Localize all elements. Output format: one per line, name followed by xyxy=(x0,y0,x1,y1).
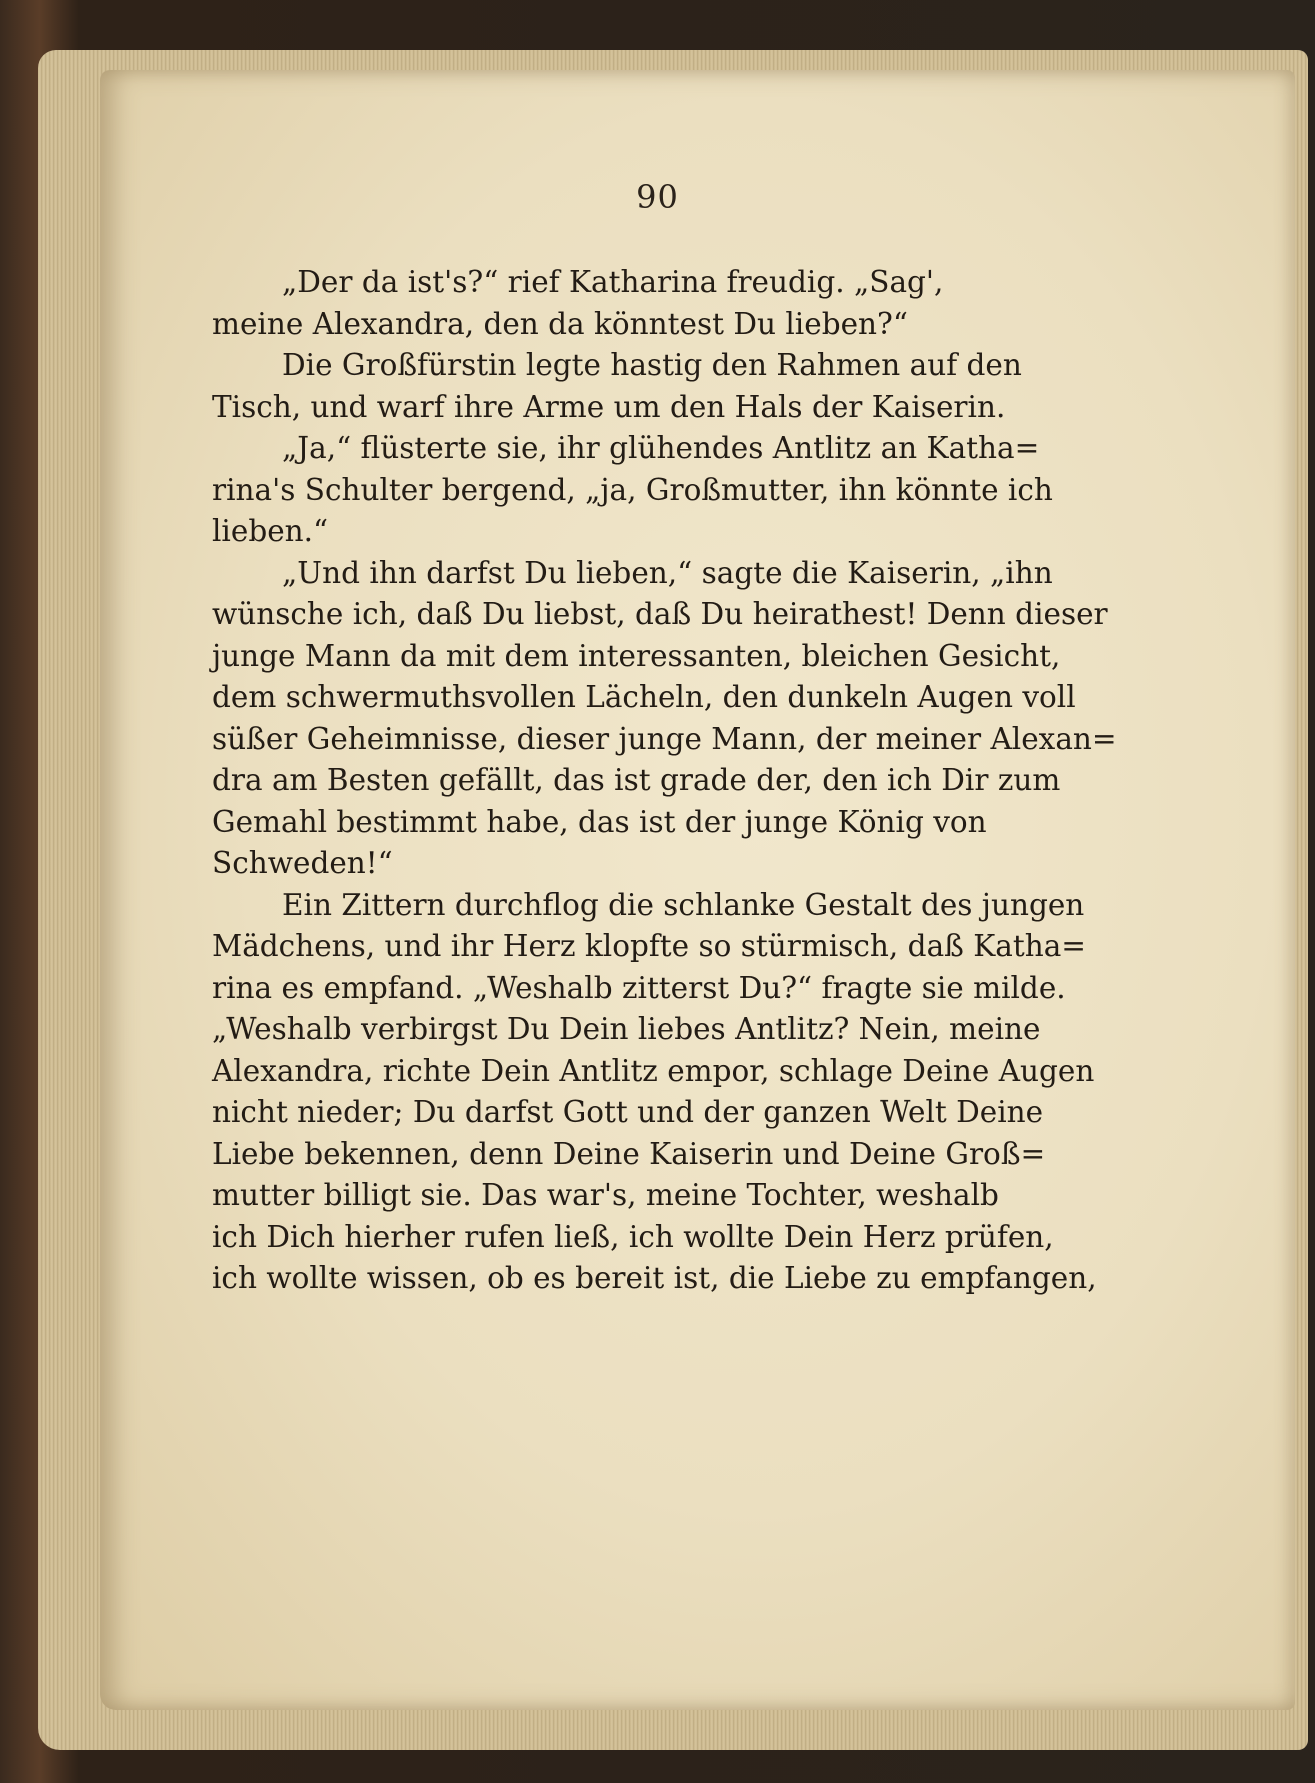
text-line: dem schwermuthsvollen Lächeln, den dunkeln Augen voll xyxy=(212,680,1076,714)
text-line: Alexandra, richte Dein Antlitz empor, schlage Deine Augen xyxy=(212,1053,1095,1088)
text-line: ich wollte wissen, ob es bereit ist, die Liebe zu empfangen, xyxy=(212,1261,1097,1295)
body-text xyxy=(212,262,1117,1300)
text-line: „Weshalb verbirgst Du Dein liebes Antlitz? Nein, meine xyxy=(212,1012,1041,1046)
text-line: meine Alexandra, den da könntest Du lieben?“ xyxy=(212,306,908,341)
text-line: lieben.“ xyxy=(212,514,329,548)
text-line: rina's Schulter bergend, „ja, Großmutter, ihn könnte ich xyxy=(212,472,1053,507)
text-line: dra am Besten gefällt, das ist grade der, den ich Dir zum xyxy=(212,763,1061,797)
text-line: „Und ihn darfst Du lieben,“ sagte die Kaiserin, „ihn xyxy=(282,555,1053,590)
text-line: mutter billigt sie. Das war's, meine Tochter, weshalb xyxy=(212,1178,999,1212)
text-line: Ein Zittern durchflog die schlanke Gestalt des jungen xyxy=(282,887,1085,922)
text-line: Gemahl bestimmt habe, das ist der junge König von xyxy=(212,804,987,839)
text-line: Liebe bekennen, denn Deine Kaiserin und Deine Groß= xyxy=(212,1136,1046,1171)
text-line: Mädchens, und ihr Herz klopfte so stürmisch, daß Katha= xyxy=(212,929,1087,963)
text-line: „Ja,“ flüsterte sie, ihr glühendes Antlitz an Katha= xyxy=(282,431,1040,465)
text-line: ich Dich hierher rufen ließ, ich wollte Dein Herz prüfen, xyxy=(212,1219,1054,1254)
text-line: rina es empfand. „Weshalb zitterst Du?“ fragte sie milde. xyxy=(212,970,1066,1005)
text-line: süßer Geheimnisse, dieser junge Mann, der meiner Alexan= xyxy=(212,721,1117,756)
text-line: „Der da ist's?“ rief Katharina freudig. „Sag', xyxy=(282,265,944,299)
text-line: Tisch, und warf ihre Arme um den Hals der Kaiserin. xyxy=(212,389,1006,424)
page-number: 90 xyxy=(636,178,679,216)
text-line: wünsche ich, daß Du liebst, daß Du heirathest! Denn dieser xyxy=(212,597,1108,631)
text-line: junge Mann da mit dem interessanten, bleichen Gesicht, xyxy=(212,638,1061,673)
text-line: nicht nieder; Du darfst Gott und der ganzen Welt Deine xyxy=(212,1095,1044,1129)
text-line: Schweden!“ xyxy=(212,846,393,880)
text-line: Die Großfürstin legte hastig den Rahmen auf den xyxy=(282,348,1022,382)
